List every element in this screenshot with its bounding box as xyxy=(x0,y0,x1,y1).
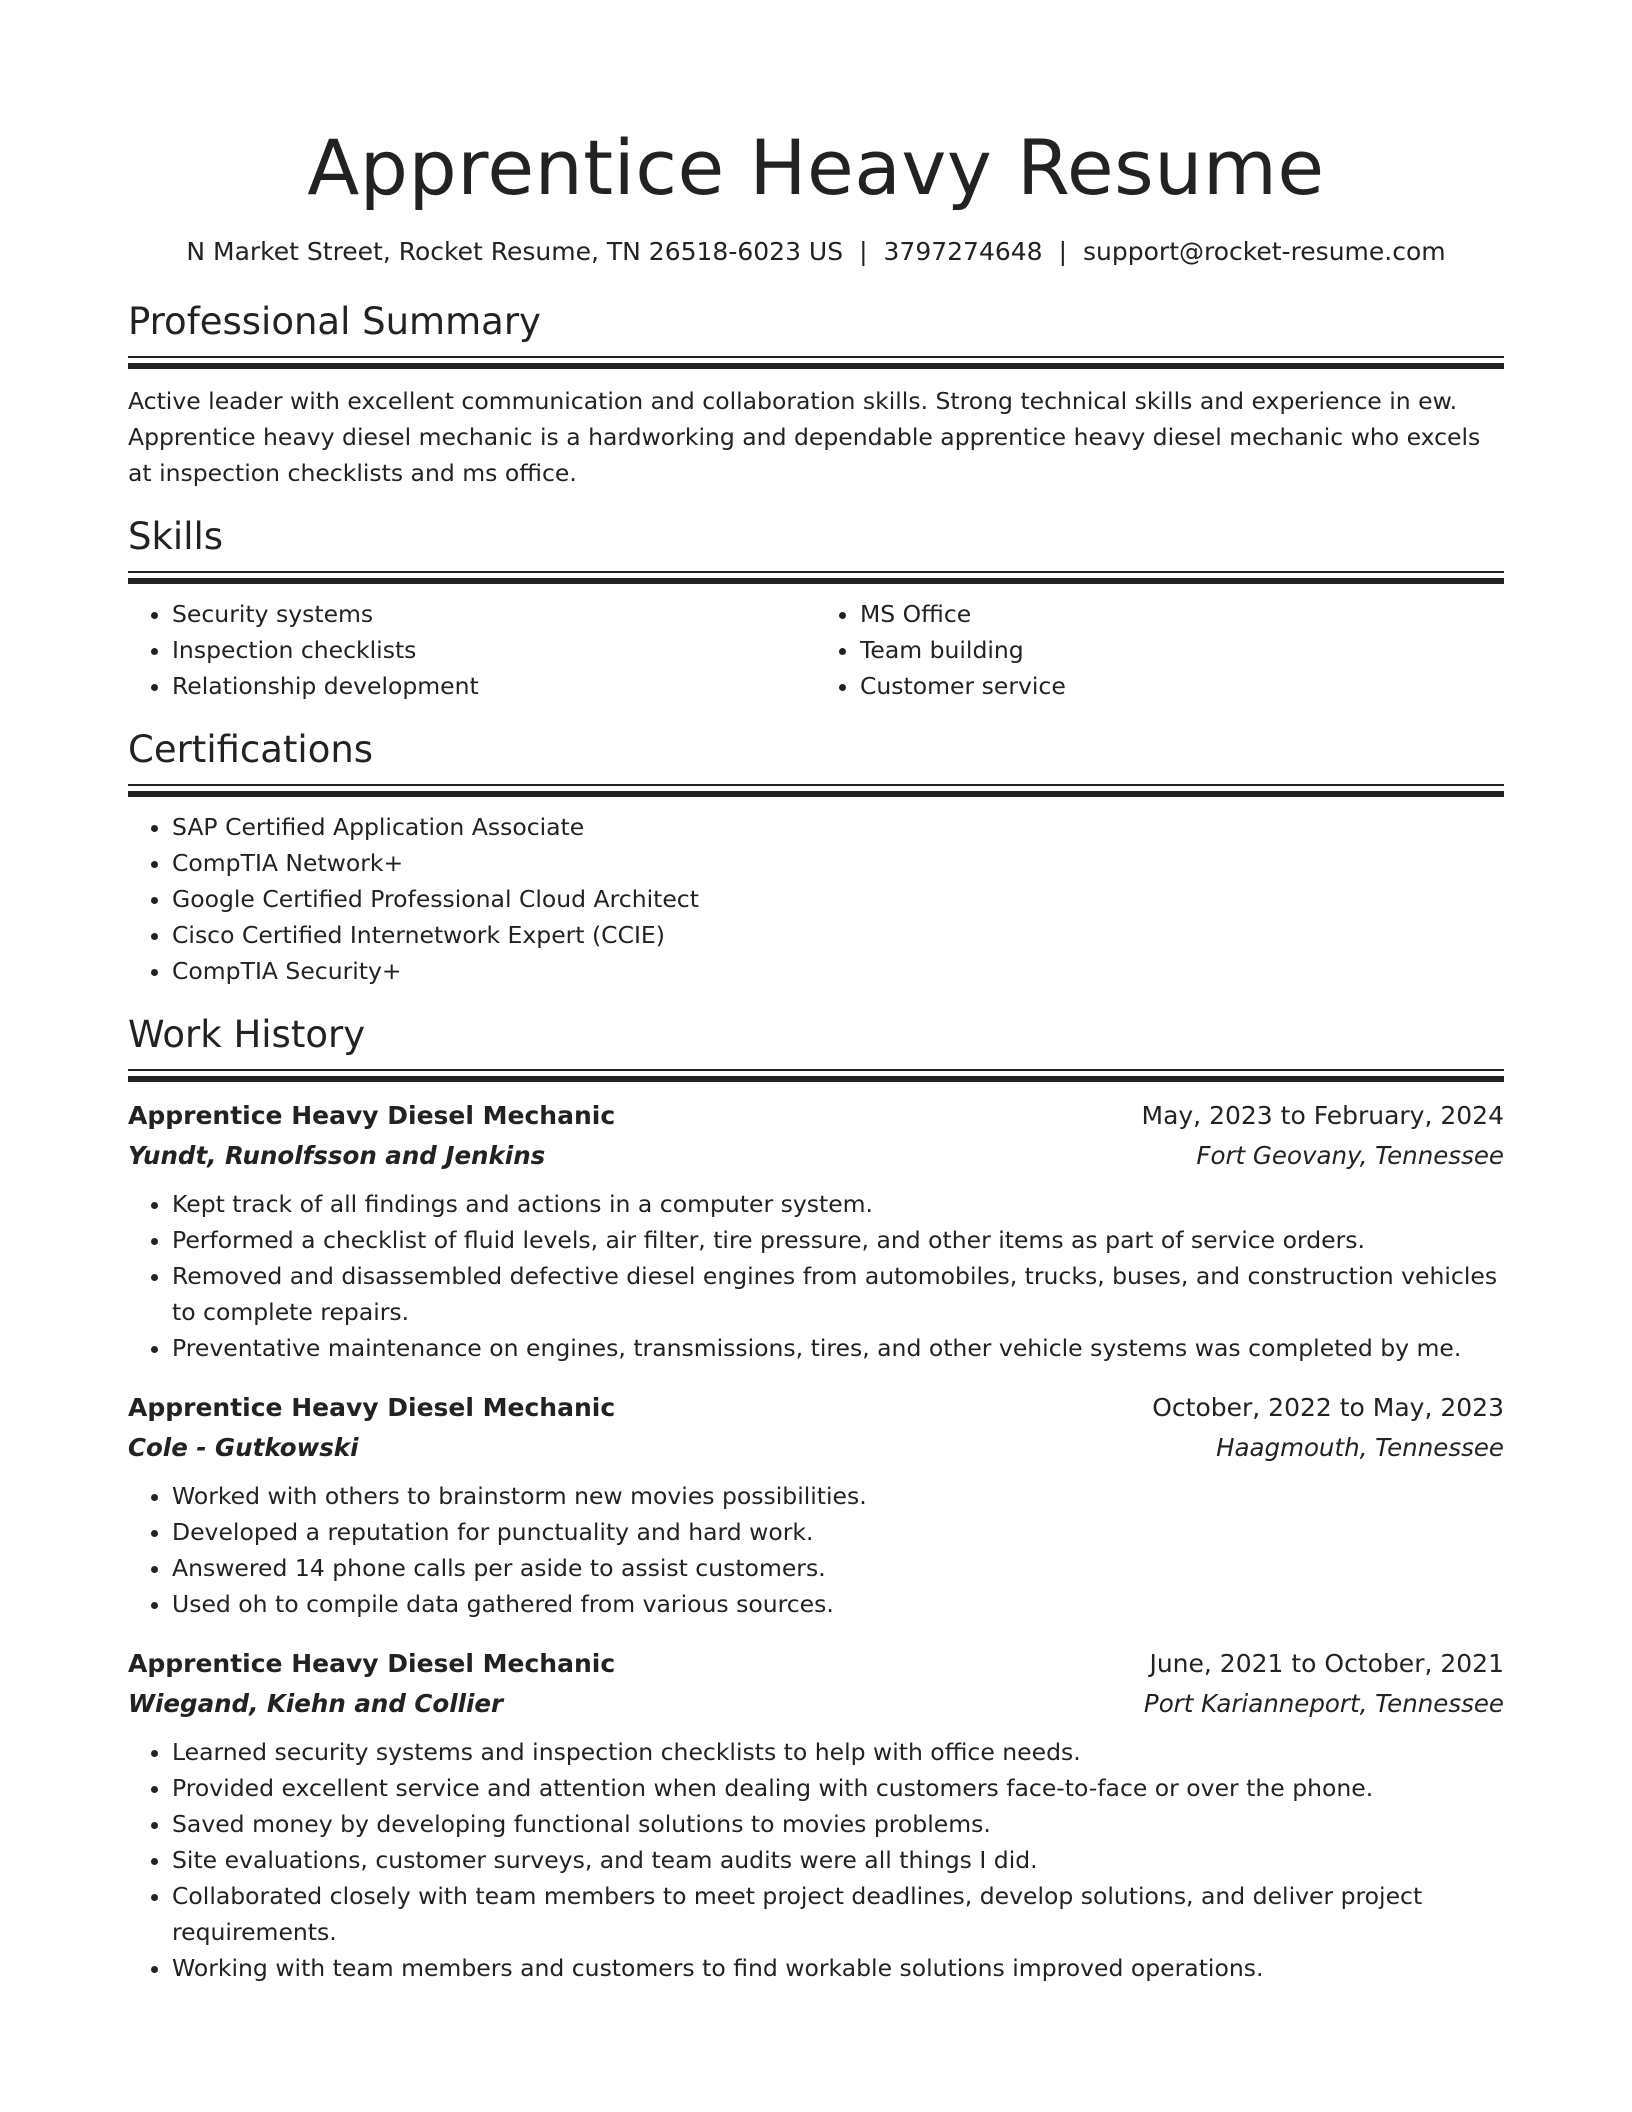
job-bullet: • Performed a checklist of fluid levels, air filter, tire pressure, and other items as part of service orders. xyxy=(172,1222,1504,1258)
job-company: Yundt, Runolfsson and Jenkins xyxy=(128,1141,546,1170)
job-entry xyxy=(128,1644,1504,1986)
section-title-work-history: Work History xyxy=(128,1013,366,1056)
section-rule xyxy=(128,1069,1504,1082)
job-title: Apprentice Heavy Diesel Mechanic xyxy=(128,1649,616,1678)
job-bullet: • Used oh to compile data gathered from various sources. xyxy=(172,1586,1504,1622)
job-subheader xyxy=(128,1428,1504,1468)
job-bullet: • Worked with others to brainstorm new movies possibilities. xyxy=(172,1478,1504,1514)
skill-item: • Relationship development xyxy=(172,668,816,704)
job-company: Wiegand, Kiehn and Collier xyxy=(128,1689,504,1718)
skills-list-left xyxy=(128,596,816,704)
job-dates: June, 2021 to October, 2021 xyxy=(1149,1649,1504,1678)
job-bullet: • Developed a reputation for punctuality and hard work. xyxy=(172,1514,1504,1550)
contact-separator: | xyxy=(859,237,868,266)
job-bullet: • Answered 14 phone calls per aside to assist customers. xyxy=(172,1550,1504,1586)
job-location: Haagmouth, Tennessee xyxy=(1216,1433,1504,1462)
section-rule xyxy=(128,571,1504,584)
job-dates: October, 2022 to May, 2023 xyxy=(1152,1393,1504,1422)
resume-name: Apprentice Heavy Resume xyxy=(307,123,1325,212)
contact-line xyxy=(128,236,1504,268)
work-history-section xyxy=(128,1011,1504,1986)
skills-section xyxy=(128,513,1504,704)
section-rule xyxy=(128,784,1504,797)
certification-item: • CompTIA Network+ xyxy=(172,845,1504,881)
certifications-list xyxy=(128,809,1504,989)
skill-item: • Team building xyxy=(860,632,1504,668)
skills-grid xyxy=(128,596,1504,704)
contact-email: support@rocket-resume.com xyxy=(1083,237,1446,266)
job-location: Port Karianneport, Tennessee xyxy=(1143,1689,1504,1718)
job-bullets xyxy=(128,1186,1504,1366)
job-bullet: • Kept track of all findings and actions in a computer system. xyxy=(172,1186,1504,1222)
contact-separator: | xyxy=(1058,237,1068,266)
job-subheader xyxy=(128,1136,1504,1176)
skills-list-right xyxy=(816,596,1504,704)
contact-phone: 3797274648 xyxy=(883,237,1043,266)
contact-address: N Market Street, Rocket Resume, TN 26518-6023 US xyxy=(186,237,844,266)
certifications-section xyxy=(128,726,1504,989)
section-rule xyxy=(128,356,1504,369)
job-location: Fort Geovany, Tennessee xyxy=(1196,1141,1504,1170)
job-header xyxy=(128,1388,1504,1428)
job-bullet: • Working with team members and customers to find workable solutions improved operations. xyxy=(172,1950,1504,1986)
job-entry xyxy=(128,1096,1504,1366)
job-header xyxy=(128,1644,1504,1684)
job-title: Apprentice Heavy Diesel Mechanic xyxy=(128,1101,616,1130)
job-header xyxy=(128,1096,1504,1136)
section-title-skills: Skills xyxy=(128,515,224,558)
job-entry xyxy=(128,1388,1504,1622)
job-bullet: • Provided excellent service and attention when dealing with customers face-to-face or over the phone. xyxy=(172,1770,1504,1806)
skill-item: • Security systems xyxy=(172,596,816,632)
job-bullets xyxy=(128,1734,1504,1986)
section-title-certifications: Certifications xyxy=(128,728,374,771)
job-bullet: • Collaborated closely with team members to meet project deadlines, develop solutions, and deliver project requirements. xyxy=(172,1878,1504,1950)
certification-item: • SAP Certified Application Associate xyxy=(172,809,1504,845)
job-subheader xyxy=(128,1684,1504,1724)
certification-item: • CompTIA Security+ xyxy=(172,953,1504,989)
job-bullet: • Site evaluations, customer surveys, and team audits were all things I did. xyxy=(172,1842,1504,1878)
summary-text: Active leader with excellent communication and collaboration skills. Strong technical skills and experience in ew. Apprentice heavy diesel mechanic is a hardworking and dependable apprentice heavy diesel mechanic who excels at inspection checklists and ms office. xyxy=(128,387,1481,487)
certification-item: • Google Certified Professional Cloud Architect xyxy=(172,881,1504,917)
job-bullets xyxy=(128,1478,1504,1622)
job-title: Apprentice Heavy Diesel Mechanic xyxy=(128,1393,616,1422)
job-bullet: • Learned security systems and inspection checklists to help with office needs. xyxy=(172,1734,1504,1770)
skill-item: • Customer service xyxy=(860,668,1504,704)
job-bullet: • Removed and disassembled defective diesel engines from automobiles, trucks, buses, and construction vehicles to complete repairs. xyxy=(172,1258,1504,1330)
section-title-summary: Professional Summary xyxy=(128,300,541,343)
certification-item: • Cisco Certified Internetwork Expert (CCIE) xyxy=(172,917,1504,953)
summary-section xyxy=(128,298,1504,491)
skill-item: • MS Office xyxy=(860,596,1504,632)
job-bullet: • Saved money by developing functional solutions to movies problems. xyxy=(172,1806,1504,1842)
skill-item: • Inspection checklists xyxy=(172,632,816,668)
job-dates: May, 2023 to February, 2024 xyxy=(1141,1101,1504,1130)
job-company: Cole - Gutkowski xyxy=(128,1433,359,1462)
job-bullet: • Preventative maintenance on engines, transmissions, tires, and other vehicle systems was completed by me. xyxy=(172,1330,1504,1366)
